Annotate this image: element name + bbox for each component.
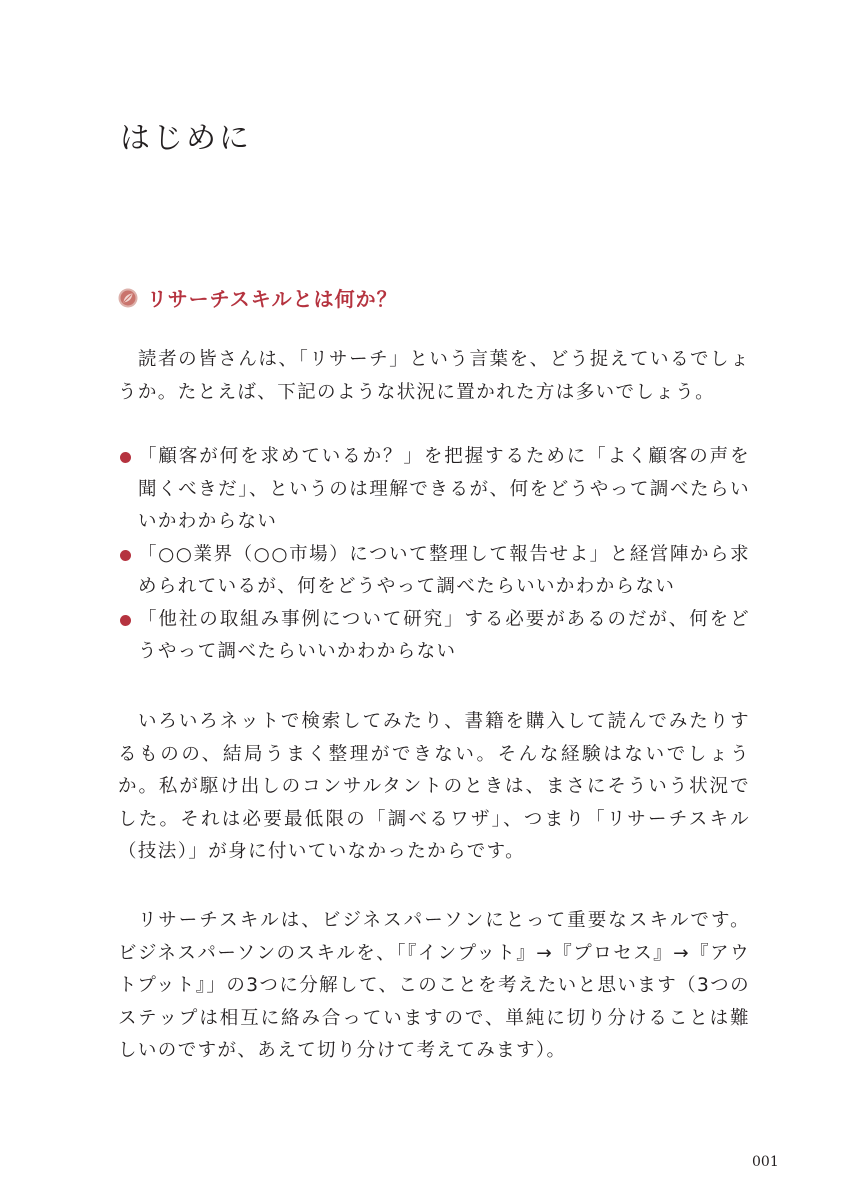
bullet-dot-icon [120,615,131,626]
list-item [118,441,750,539]
bullet-list [118,441,750,669]
list-item [118,539,750,604]
section-title: リサーチスキルとは何か？ [147,287,398,311]
bullet-dot-icon [120,550,131,561]
leaf-badge-icon [118,288,138,308]
page-number: 001 [752,1154,779,1170]
body-paragraph: リサーチスキルは、ビジネスパーソンにとって重要なスキルです。ビジネスパーソンのスキルを、「『インプット』→『プロセス』→『アウトプット』」の3つに分解して、このことを考えたいと思います（3つのステップは相互に絡み合っていますので、単純に切り分けることは難しいのですが、あえて切り分けて考えてみます）。 [118,910,750,1061]
bullet-dot-icon [120,452,131,463]
list-item [118,604,750,669]
list-item-text: 「他社の取組み事例について研究」する必要があるのだが、何をどうやって調べたらいいかわからない [138,608,750,662]
chapter-title: はじめに [120,121,252,156]
section-heading [118,283,398,312]
list-item-text: 「顧客が何を求めているか？」を把握するために「よく顧客の声を聞くべきだ」、というのは理解できるが、何をどうやって調べたらいいかわからない [138,446,750,532]
list-item-text: 「○○業界（○○市場）について整理して報告せよ」と経営陣から求められているが、何をどうやって調べたらいいかわからない [138,543,750,597]
body-paragraph: いろいろネットで検索してみたり、書籍を購入して読んでみたりするものの、結局うまく整理ができない。そんな経験はないでしょうか。私が駆け出しのコンサルタントのときは、まさにそういう状況でした。それは必要最低限の「調べるワザ」、つまり「リサーチスキル（技法）」が身に付いていなかったからです。 [118,711,750,862]
intro-paragraph: 読者の皆さんは、「リサーチ」という言葉を、どう捉えているでしょうか。たとえば、下記のような状況に置かれた方は多いでしょう。 [118,349,750,403]
